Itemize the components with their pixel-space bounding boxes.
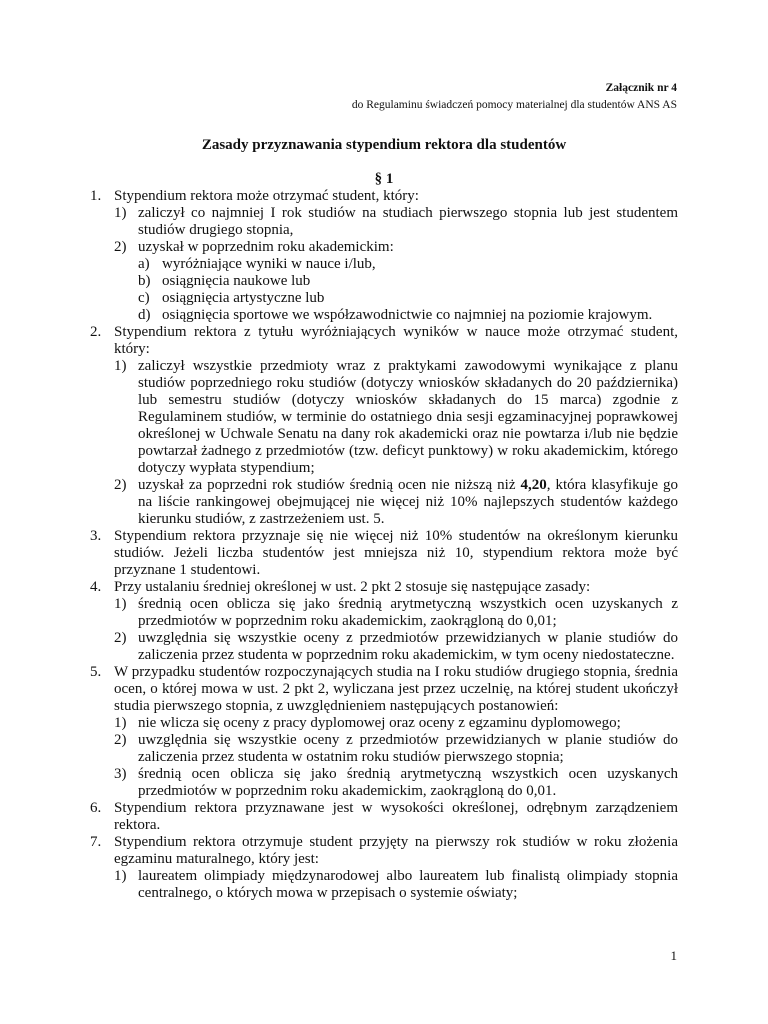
- document-title: Zasady przyznawania stypendium rektora dla studentów: [201, 137, 567, 153]
- list-item-text: [138, 477, 678, 528]
- list-item-number: 4.: [90, 579, 102, 595]
- list-item: [90, 579, 678, 596]
- list-item-number: 1): [114, 715, 127, 731]
- bold-value: 4,20: [520, 477, 547, 493]
- page-number: 1: [670, 948, 677, 963]
- list-item-number: 2.: [90, 324, 102, 340]
- list-item-text: Stypendium rektora może otrzymać student, który:: [114, 188, 419, 204]
- list-item-text: laureatem olimpiady międzynarodowej albo laureatem lub finalistą olimpiady stopnia centralnego, o których mowa w przepisach o systemie oświaty;: [138, 868, 678, 901]
- list-item: [90, 477, 678, 528]
- list-item: [90, 800, 678, 834]
- list-item-text-after: , która klasyfikuje go na liście rankingowej obejmującej nie więcej niż 10% najlepszych studentów każdego kierunku studiów, z zastrzeżeniem ust. 5.: [138, 477, 678, 527]
- list-item-number: 5.: [90, 664, 102, 680]
- annex-title: Załącznik nr 4: [605, 82, 677, 94]
- list-item: [90, 664, 678, 715]
- list-item-number: 1): [114, 868, 127, 884]
- list-item-text: osiągnięcia naukowe lub: [162, 273, 311, 289]
- list-item: [90, 732, 678, 766]
- list-item-text: osiągnięcia artystyczne lub: [162, 290, 325, 306]
- list-item-number: 2): [114, 239, 127, 255]
- document-body: [90, 188, 678, 902]
- list-item-number: c): [138, 290, 150, 306]
- list-item: [90, 205, 678, 239]
- list-item: [90, 290, 678, 307]
- list-item-text: osiągnięcia sportowe we współzawodnictwie co najmniej na poziomie krajowym.: [162, 307, 653, 323]
- list-item-text: zaliczył co najmniej I rok studiów na studiach pierwszego stopnia lub jest studentem studiów drugiego stopnia,: [138, 205, 678, 238]
- list-item: [90, 868, 678, 902]
- list-item: [90, 324, 678, 358]
- list-item-number: 2): [114, 732, 127, 748]
- list-item-text: średnią ocen oblicza się jako średnią arytmetyczną wszystkich ocen uzyskanych z przedmiotów w poprzednim roku akademickim, zaokrągloną do 0,01;: [138, 596, 678, 629]
- list-item-text: Stypendium rektora z tytułu wyróżniających wyników w nauce może otrzymać student, który:: [114, 324, 678, 357]
- list-item-text: Stypendium rektora otrzymuje student przyjęty na pierwszy rok studiów w roku złożenia egzaminu maturalnego, który jest:: [114, 834, 678, 867]
- list-item: [90, 630, 678, 664]
- list-item-text: średnią ocen oblicza się jako średnią arytmetyczną wszystkich ocen uzyskanych przedmiotów w poprzednim roku akademickim, zaokrągloną do 0,01.: [138, 766, 678, 799]
- list-item: [90, 256, 678, 273]
- list-item: [90, 596, 678, 630]
- list-item-number: a): [138, 256, 150, 272]
- annex-header: [352, 80, 677, 114]
- list-item: [90, 188, 678, 205]
- list-item-number: 2): [114, 477, 127, 493]
- list-item-text: Przy ustalaniu średniej określonej w ust. 2 pkt 2 stosuje się następujące zasady:: [114, 579, 591, 595]
- list-item: [90, 307, 678, 324]
- list-item-text: Stypendium rektora przyznawane jest w wysokości określonej, odrębnym zarządzeniem rektora.: [114, 800, 678, 833]
- list-item-number: 1): [114, 205, 127, 221]
- list-item-text: uzyskał w poprzednim roku akademickim:: [138, 239, 394, 255]
- list-item-number: 3.: [90, 528, 102, 544]
- list-item: [90, 273, 678, 290]
- list-item-number: 1): [114, 596, 127, 612]
- list-item: [90, 766, 678, 800]
- list-item-text: wyróżniające wyniki w nauce i/lub,: [162, 256, 376, 272]
- list-item-number: 3): [114, 766, 127, 782]
- list-item-number: 1): [114, 358, 127, 374]
- list-item-number: d): [138, 307, 151, 323]
- list-item-number: 1.: [90, 188, 102, 204]
- list-item-text-before: uzyskał za poprzedni rok studiów średnią ocen nie niższą niż: [138, 477, 521, 493]
- list-item: [90, 358, 678, 477]
- list-item-number: 7.: [90, 834, 102, 850]
- annex-subtitle: do Regulaminu świadczeń pomocy materialnej dla studentów ANS AS: [351, 99, 677, 111]
- list-item-number: 6.: [90, 800, 102, 816]
- list-item-text: uwzględnia się wszystkie oceny z przedmiotów przewidzianych w planie studiów do zaliczenia przez studenta w ostatnim roku studiów pierwszego stopnia;: [138, 732, 678, 765]
- list-item: [90, 834, 678, 868]
- list-item: [90, 715, 678, 732]
- list-item-text: zaliczył wszystkie przedmioty wraz z praktykami zawodowymi wynikające z planu studiów poprzedniego roku studiów (dotyczy wniosków składanych do 20 października) lub semestru studiów (dotyczy wniosków składanych do 15 marca) zgodnie z Regulaminem studiów, w terminie do ostatniego dnia sesji egzaminacyjnej poprawkowej określonej w Uchwale Senatu na dany rok akademicki oraz nie powtarza i/lub nie będzie powtarzał żadnego z przedmiotów (tzw. deficyt punktowy) w roku akademickim, którego dotyczy wypłata stypendium;: [138, 358, 678, 476]
- list-item-text: W przypadku studentów rozpoczynających studia na I roku studiów drugiego stopnia, średnia ocen, o której mowa w ust. 2 pkt 2, wyliczana jest przez uczelnię, na której student ukończył studia pierwszego stopnia, z uwzględnieniem następujących postanowień:: [114, 664, 678, 714]
- list-item-number: 2): [114, 630, 127, 646]
- list-item-text: uwzględnia się wszystkie oceny z przedmiotów przewidzianych w planie studiów do zaliczenia przez studenta w poprzednim roku akademickim, w tym oceny niedostateczne.: [138, 630, 678, 663]
- list-item-text: Stypendium rektora przyznaje się nie więcej niż 10% studentów na określonym kierunku studiów. Jeżeli liczba studentów jest mniejsza niż 10, stypendium rektora może być przyznane 1 studentowi.: [114, 528, 678, 578]
- list-item-number: b): [138, 273, 151, 289]
- list-item-text: nie wlicza się oceny z pracy dyplomowej oraz oceny z egzaminu dyplomowego;: [138, 715, 621, 731]
- list-item: [90, 528, 678, 579]
- section-heading: § 1: [374, 171, 394, 187]
- list-item: [90, 239, 678, 256]
